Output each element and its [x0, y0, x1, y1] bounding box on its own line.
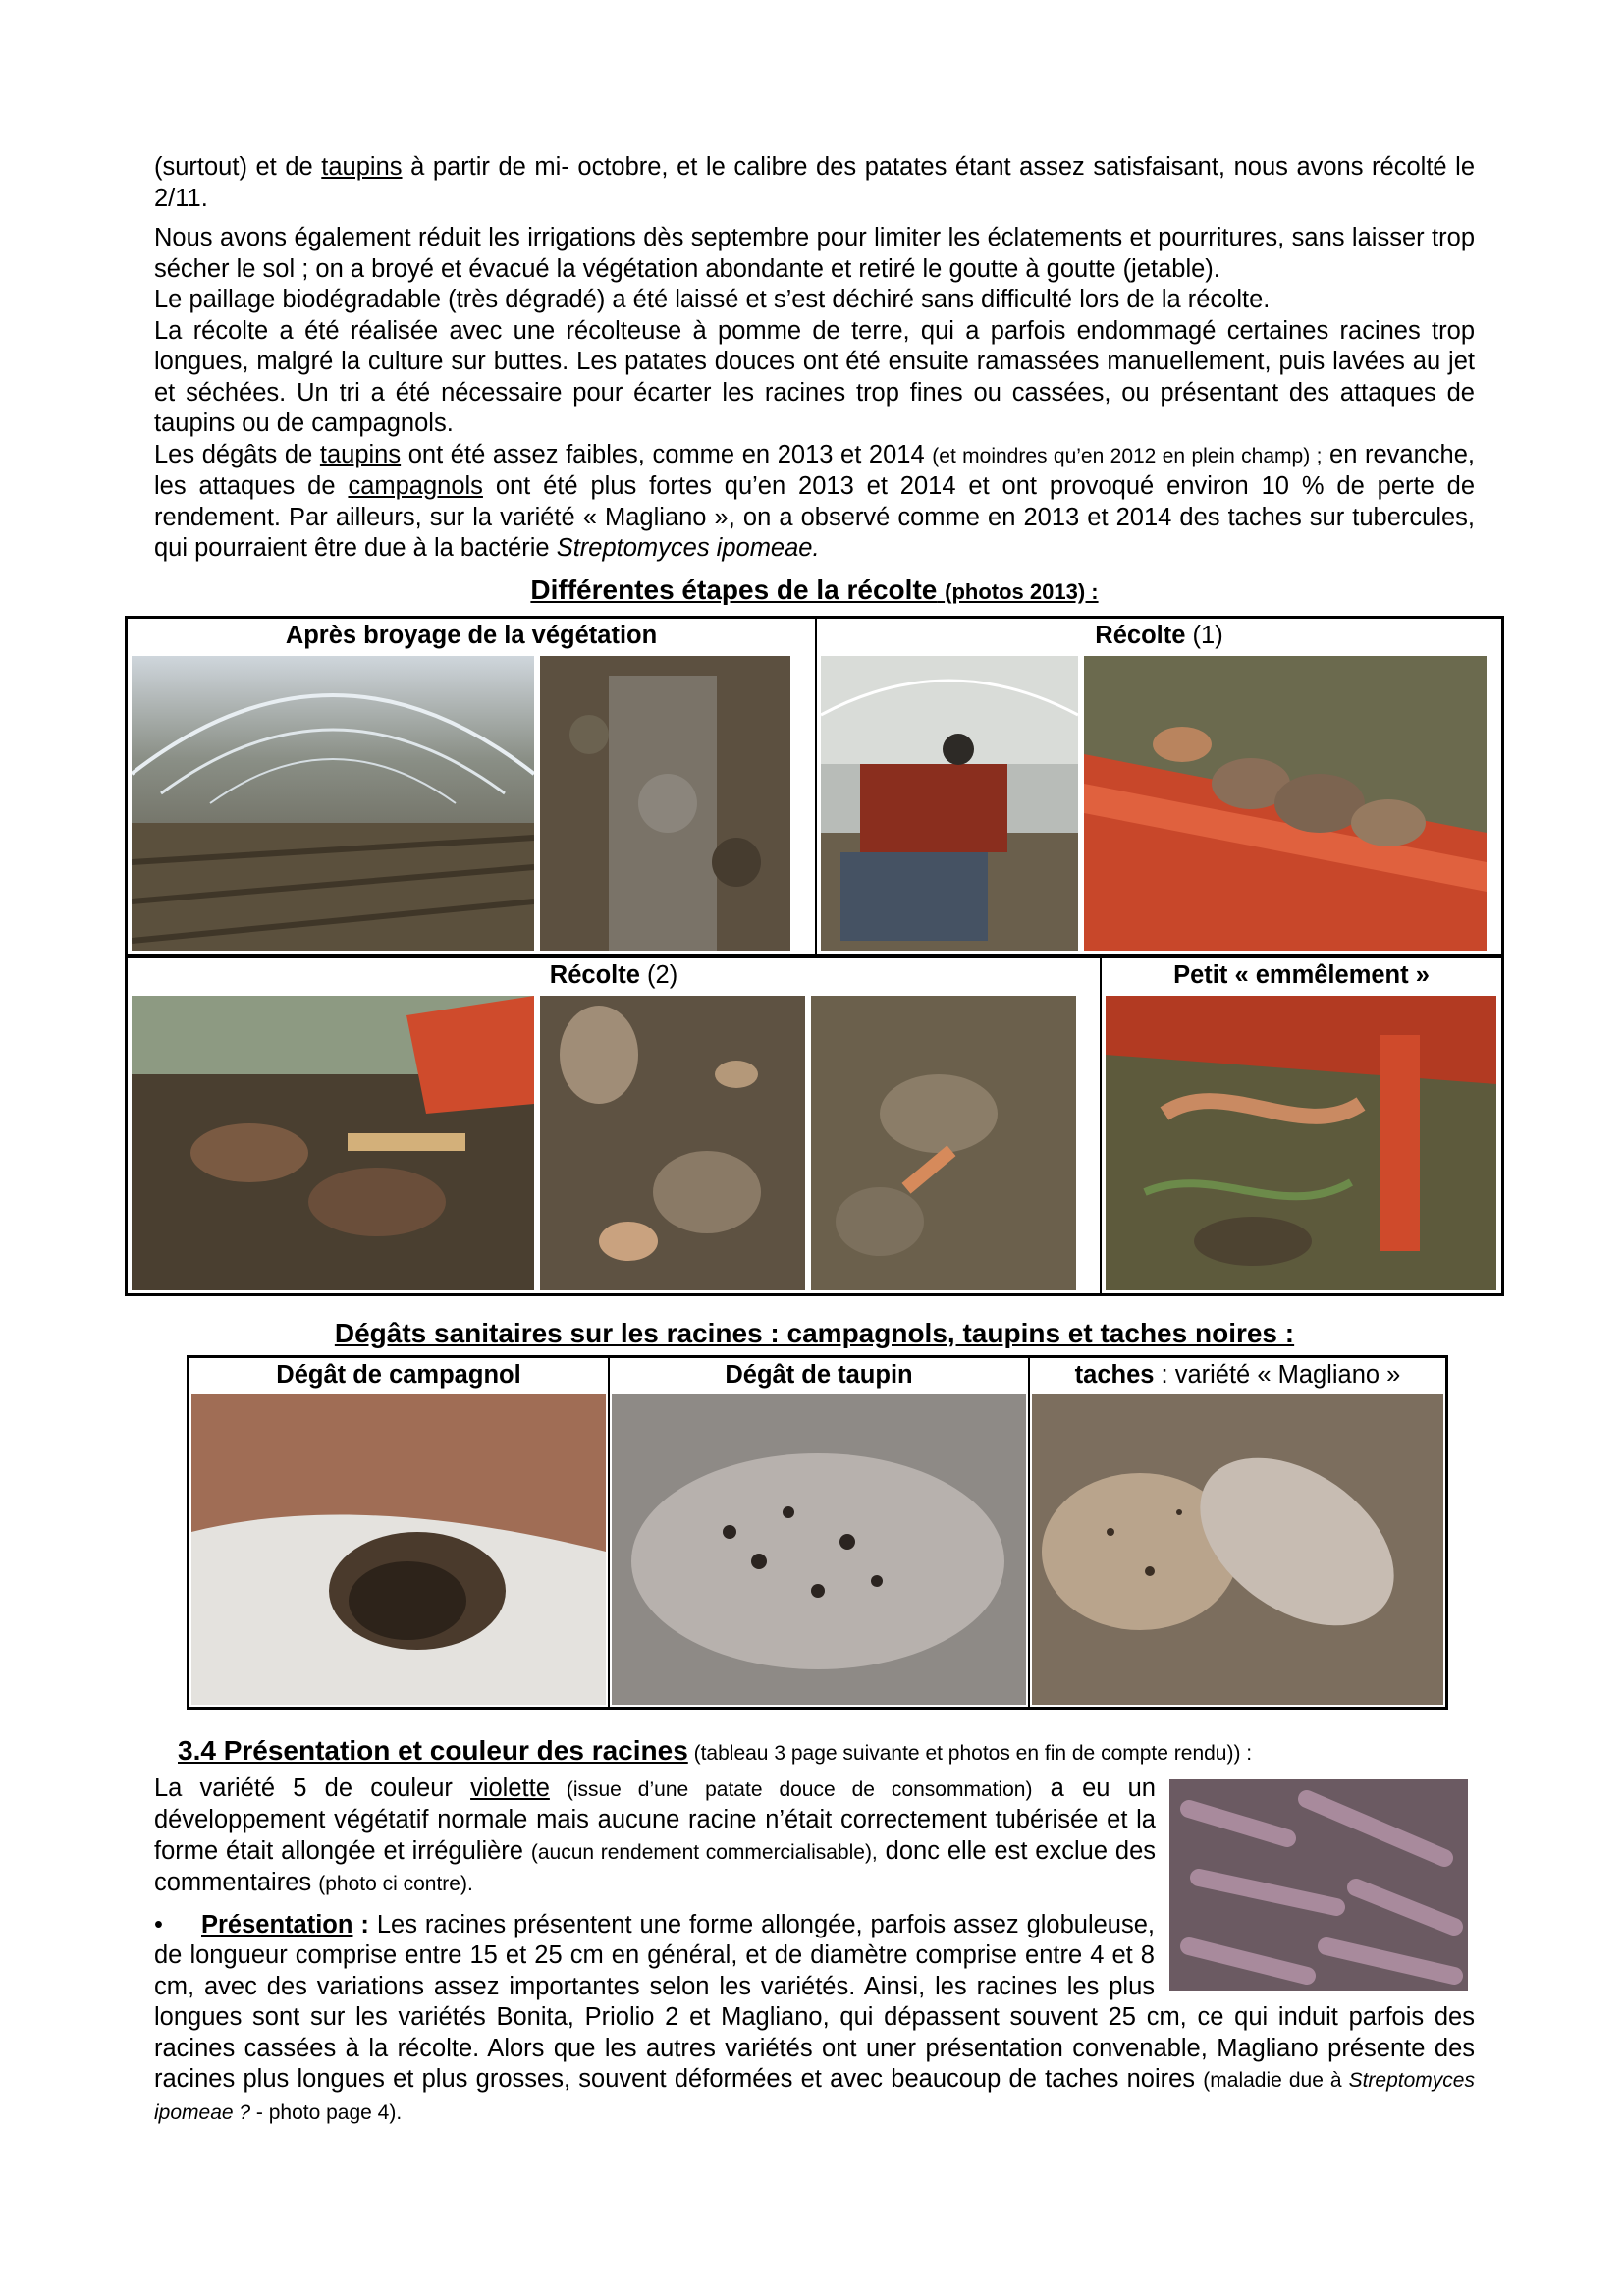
cell-emmelement [1101, 957, 1503, 1295]
section-3-4-text [154, 1774, 1156, 1900]
photo-degat-campagnol [191, 1394, 606, 1705]
photo-recolte-sol-rouge [132, 996, 534, 1290]
photo-patates-sol-2 [811, 996, 1076, 1290]
cell-campagnol [189, 1356, 610, 1708]
cell-taches [1029, 1356, 1447, 1708]
damage-section-title: Dégâts sanitaires sur les racines : campagnols, taupins et taches noires : [334, 1317, 1295, 1348]
caption-emmelement: Petit « emmêlement » [1173, 960, 1430, 989]
photo-sol-broye [540, 656, 790, 951]
caption-taupin: Dégât de taupin [725, 1360, 913, 1389]
photo-variete-violette [1169, 1779, 1468, 1991]
photo-taches-magliano [1032, 1394, 1443, 1705]
damage-photo-table [187, 1355, 1448, 1710]
bullet-icon: • [154, 1910, 163, 1938]
harvest-photo-table-2 [125, 956, 1504, 1296]
paragraph-harvest-date: (surtout) et de taupins à partir de mi- octobre, et le calibre des patates étant assez satisfaisant, nous avons récolté le 2/11. [154, 153, 1475, 212]
caption-recolte-1: Récolte (1) [1095, 621, 1223, 649]
photo-recolteuse-racines [1084, 656, 1487, 951]
photo-patates-sol [540, 996, 805, 1290]
photo-emmelement [1106, 996, 1496, 1290]
caption-campagnol: Dégât de campagnol [276, 1360, 521, 1389]
section-3-4-title: 3.4 Présentation et couleur des racines (tableau 3 page suivante et photos en fin de compte rendu)) : [178, 1734, 1253, 1766]
caption-taches: taches : variété « Magliano » [1074, 1360, 1401, 1389]
cell-recolte-1 [816, 617, 1503, 955]
paragraph-irrigation: Nous avons également réduit les irrigations dès septembre pour limiter les éclatements et pourritures, sans laisser trop sécher le sol ; on a broyé et évacué la végétation abondante et retiré le goutte à goutte (jetable). [154, 224, 1475, 283]
paragraph-presentation: • Présentation : Les racines présentent une forme allongée, parfois assez globuleuse, de longueur comprise entre 15 et 25 cm en général, et de diamètre comprise entre 4 et 8 cm, avec des variations assez importantes selon les variétés. Ainsi, les racines les plus longues sont sur les variétés Bonita, Priolio 2 et Magliano, qui dépassent souvent 25 cm, ce qui induit parfois des racines cassées à la récolte. Alors que les autres variétés ont uner présentation convenable, Magliano présente des racines plus longues et plus grosses, souvent déformées et avec beaucoup de taches noires (maladie due à Streptomyces ipomeae ? - photo page 4). [154, 1910, 1475, 2124]
cell-broyage [127, 617, 817, 955]
paragraph-recolte: La récolte a été réalisée avec une récolteuse à pomme de terre, qui a parfois endommagé certaines racines trop longues, malgré la culture sur buttes. Les patates douces ont été ensuite ramassées manuellement, puis lavées au jet et séchées. Un tri a été nécessaire pour écarter les racines trop fines ou cassées, ou présentant des attaques de taupins ou de campagnols. [154, 316, 1475, 437]
photo-degat-taupin [612, 1394, 1026, 1705]
paragraph-variete-5: La variété 5 de couleur violette (issue d’une patate douce de consommation) a eu un développement végétatif normale mais aucune racine n’était correctement tubérisée et la forme était allongée et irrégulière (aucun rendement commercialisable), donc elle est exclue des commentaires (photo ci contre). [154, 1774, 1157, 1896]
document-page [154, 152, 1475, 2128]
cell-taupin [609, 1356, 1029, 1708]
caption-recolte-2: Récolte (2) [549, 960, 678, 989]
harvest-section-title: Différentes étapes de la récolte (photos 2013) : [530, 573, 1099, 605]
photo-tunnel-broyage [132, 656, 534, 951]
caption-broyage: Après broyage de la végétation [285, 621, 658, 649]
paragraph-paillage: Le paillage biodégradable (très dégradé) a été laissé et s’est déchiré sans difficulté lors de la récolte. [154, 286, 1271, 313]
paragraph-degats: Les dégâts de taupins ont été assez faibles, comme en 2013 et 2014 (et moindres qu’en 2012 en plein champ) ; en revanche, les attaques de campagnols ont été plus fortes qu’en 2013 et 2014 et ont provoqué environ 10 % de perte de rendement. Par ailleurs, sur la variété « Magliano », on a observé comme en 2013 et 2014 des taches sur tubercules, qui pourraient être due à la bactérie Streptomyces ipomeae. [154, 440, 1476, 562]
photo-tracteur-recolteuse [821, 656, 1078, 951]
harvest-photo-table [125, 616, 1504, 956]
cell-recolte-2 [127, 957, 1102, 1295]
